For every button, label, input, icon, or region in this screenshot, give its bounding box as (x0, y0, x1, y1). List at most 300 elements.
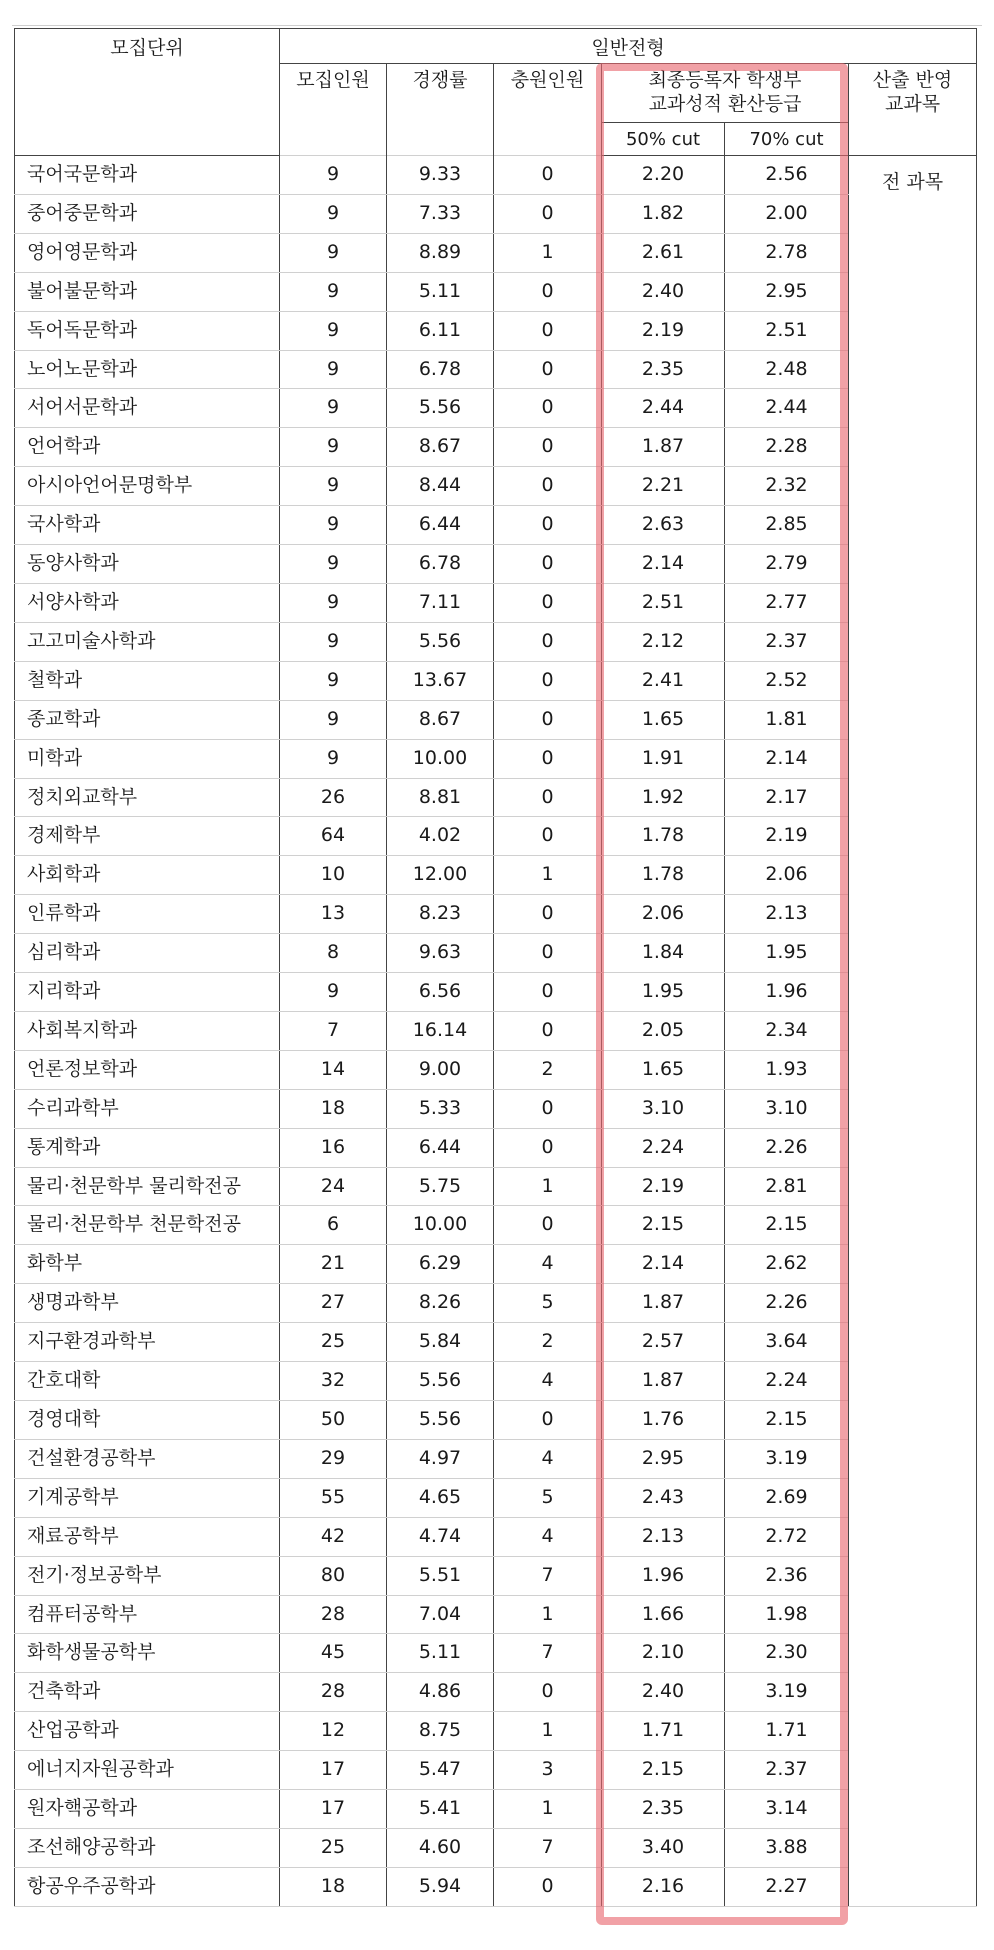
header-cut50: 50% cut (602, 123, 725, 156)
cell-extra: 0 (494, 272, 602, 311)
cell-cut70: 2.81 (725, 1167, 849, 1206)
cell-cut70: 1.96 (725, 973, 849, 1012)
table-row (15, 1790, 977, 1829)
cell-cut70: 2.26 (725, 1284, 849, 1323)
table-row (15, 1284, 977, 1323)
cell-cut50: 2.40 (602, 1673, 725, 1712)
cell-cut70: 2.00 (725, 194, 849, 233)
cell-quota: 9 (280, 622, 387, 661)
cell-unit: 지리학과 (15, 973, 280, 1012)
cell-cut50: 2.63 (602, 506, 725, 545)
cell-ratio: 5.56 (387, 1401, 494, 1440)
cell-cut70: 2.13 (725, 895, 849, 934)
cell-quota: 9 (280, 311, 387, 350)
header-grade-line2: 교과성적 환산등급 (648, 93, 802, 115)
header-note (849, 64, 977, 156)
cell-cut70: 2.79 (725, 545, 849, 584)
cell-ratio: 16.14 (387, 1011, 494, 1050)
cell-cut50: 2.61 (602, 233, 725, 272)
cell-extra: 1 (494, 856, 602, 895)
cell-quota: 9 (280, 661, 387, 700)
cell-cut70: 2.77 (725, 583, 849, 622)
table-row (15, 194, 977, 233)
header-row-1 (15, 29, 977, 64)
cell-quota: 25 (280, 1323, 387, 1362)
cell-ratio: 4.97 (387, 1439, 494, 1478)
table-row (15, 156, 977, 195)
table-row (15, 1245, 977, 1284)
header-extra: 충원인원 (494, 64, 602, 156)
cell-cut50: 1.91 (602, 739, 725, 778)
cell-cut50: 1.87 (602, 1362, 725, 1401)
table-row (15, 1401, 977, 1440)
table-row (15, 1089, 977, 1128)
cell-cut50: 2.40 (602, 272, 725, 311)
cell-extra: 0 (494, 428, 602, 467)
cell-cut70: 2.72 (725, 1517, 849, 1556)
cell-extra: 0 (494, 622, 602, 661)
cell-ratio: 5.11 (387, 1634, 494, 1673)
cell-unit: 화학부 (15, 1245, 280, 1284)
table-row (15, 1751, 977, 1790)
cell-quota: 28 (280, 1673, 387, 1712)
cell-quota: 10 (280, 856, 387, 895)
table-row (15, 856, 977, 895)
cell-extra: 3 (494, 1751, 602, 1790)
cell-extra: 1 (494, 1595, 602, 1634)
cell-unit: 물리·천문학부 천문학전공 (15, 1206, 280, 1245)
cell-cut50: 2.24 (602, 1128, 725, 1167)
cell-cut70: 2.34 (725, 1011, 849, 1050)
cell-cut50: 2.19 (602, 311, 725, 350)
header-grade (602, 64, 849, 123)
cell-quota: 8 (280, 934, 387, 973)
cell-ratio: 5.51 (387, 1556, 494, 1595)
cell-cut70: 2.36 (725, 1556, 849, 1595)
cell-unit: 사회학과 (15, 856, 280, 895)
cell-unit: 인류학과 (15, 895, 280, 934)
cell-quota: 12 (280, 1712, 387, 1751)
cell-cut50: 2.51 (602, 583, 725, 622)
cell-unit: 사회복지학과 (15, 1011, 280, 1050)
table-row (15, 973, 977, 1012)
cell-unit: 경제학부 (15, 817, 280, 856)
cell-ratio: 10.00 (387, 1206, 494, 1245)
cell-unit: 심리학과 (15, 934, 280, 973)
cell-ratio: 5.56 (387, 1362, 494, 1401)
table-row (15, 661, 977, 700)
cell-quota: 27 (280, 1284, 387, 1323)
cell-unit: 생명과학부 (15, 1284, 280, 1323)
cell-cut50: 2.13 (602, 1517, 725, 1556)
table-row (15, 1478, 977, 1517)
cell-quota: 9 (280, 583, 387, 622)
cell-cut50: 2.19 (602, 1167, 725, 1206)
cell-cut50: 1.66 (602, 1595, 725, 1634)
cell-cut50: 1.96 (602, 1556, 725, 1595)
cell-quota: 80 (280, 1556, 387, 1595)
table-row (15, 389, 977, 428)
cell-note: 전 과목 (849, 156, 977, 1907)
cell-cut70: 2.15 (725, 1206, 849, 1245)
cell-quota: 28 (280, 1595, 387, 1634)
cell-cut70: 2.32 (725, 467, 849, 506)
table-row (15, 1595, 977, 1634)
cell-cut50: 1.78 (602, 856, 725, 895)
cell-quota: 24 (280, 1167, 387, 1206)
cell-unit: 재료공학부 (15, 1517, 280, 1556)
header-grade-line1: 최종등록자 학생부 (648, 69, 802, 91)
table-row (15, 1712, 977, 1751)
header-cut70: 70% cut (725, 123, 849, 156)
cell-cut70: 2.62 (725, 1245, 849, 1284)
cell-extra: 0 (494, 1011, 602, 1050)
cell-unit: 산업공학과 (15, 1712, 280, 1751)
cell-cut70: 2.24 (725, 1362, 849, 1401)
table-row (15, 1556, 977, 1595)
cell-quota: 9 (280, 739, 387, 778)
cell-cut70: 2.37 (725, 1751, 849, 1790)
cell-ratio: 9.63 (387, 934, 494, 973)
cell-ratio: 4.60 (387, 1828, 494, 1867)
cell-quota: 9 (280, 973, 387, 1012)
cell-ratio: 8.44 (387, 467, 494, 506)
cell-cut70: 2.52 (725, 661, 849, 700)
cell-extra: 2 (494, 1050, 602, 1089)
cell-unit: 건설환경공학부 (15, 1439, 280, 1478)
cell-extra: 1 (494, 1167, 602, 1206)
cell-quota: 45 (280, 1634, 387, 1673)
cell-extra: 0 (494, 1673, 602, 1712)
cell-cut70: 2.30 (725, 1634, 849, 1673)
cell-ratio: 5.56 (387, 622, 494, 661)
cell-extra: 0 (494, 1089, 602, 1128)
cell-unit: 조선해양공학과 (15, 1828, 280, 1867)
cell-cut70: 2.27 (725, 1867, 849, 1906)
cell-unit: 동양사학과 (15, 545, 280, 584)
cell-unit: 수리과학부 (15, 1089, 280, 1128)
table-row (15, 428, 977, 467)
cell-ratio: 8.81 (387, 778, 494, 817)
cell-extra: 7 (494, 1556, 602, 1595)
cell-unit: 종교학과 (15, 700, 280, 739)
table-row (15, 506, 977, 545)
table-row (15, 895, 977, 934)
cell-quota: 9 (280, 506, 387, 545)
cell-quota: 9 (280, 272, 387, 311)
cell-extra: 4 (494, 1245, 602, 1284)
header-competition: 경쟁률 (387, 64, 494, 156)
cell-quota: 42 (280, 1517, 387, 1556)
cell-unit: 물리·천문학부 물리학전공 (15, 1167, 280, 1206)
cell-unit: 언어학과 (15, 428, 280, 467)
cell-extra: 1 (494, 1790, 602, 1829)
cell-unit: 언론정보학과 (15, 1050, 280, 1089)
cell-extra: 2 (494, 1323, 602, 1362)
cell-unit: 서양사학과 (15, 583, 280, 622)
cell-cut50: 2.15 (602, 1206, 725, 1245)
cell-unit: 국어국문학과 (15, 156, 280, 195)
admissions-table (14, 28, 977, 1907)
cell-ratio: 5.41 (387, 1790, 494, 1829)
cell-unit: 철학과 (15, 661, 280, 700)
cell-cut50: 2.10 (602, 1634, 725, 1673)
cell-unit: 전기·정보공학부 (15, 1556, 280, 1595)
cell-ratio: 6.56 (387, 973, 494, 1012)
cell-cut70: 1.98 (725, 1595, 849, 1634)
cell-cut70: 2.48 (725, 350, 849, 389)
cell-quota: 64 (280, 817, 387, 856)
cell-extra: 0 (494, 506, 602, 545)
table-row (15, 739, 977, 778)
cell-ratio: 8.26 (387, 1284, 494, 1323)
table-row (15, 272, 977, 311)
table-row (15, 1673, 977, 1712)
cell-cut70: 3.64 (725, 1323, 849, 1362)
cell-extra: 1 (494, 233, 602, 272)
cell-cut70: 1.95 (725, 934, 849, 973)
top-rule (12, 25, 982, 26)
cell-cut70: 3.88 (725, 1828, 849, 1867)
cell-ratio: 5.94 (387, 1867, 494, 1906)
cell-extra: 1 (494, 1712, 602, 1751)
cell-ratio: 6.78 (387, 545, 494, 584)
cell-extra: 0 (494, 583, 602, 622)
cell-unit: 서어서문학과 (15, 389, 280, 428)
cell-unit: 불어불문학과 (15, 272, 280, 311)
cell-ratio: 13.67 (387, 661, 494, 700)
cell-cut70: 2.19 (725, 817, 849, 856)
cell-extra: 7 (494, 1634, 602, 1673)
table-row (15, 1050, 977, 1089)
cell-unit: 아시아언어문명학부 (15, 467, 280, 506)
cell-ratio: 9.00 (387, 1050, 494, 1089)
cell-cut70: 2.56 (725, 156, 849, 195)
cell-cut70: 2.51 (725, 311, 849, 350)
cell-cut50: 3.10 (602, 1089, 725, 1128)
cell-ratio: 8.67 (387, 428, 494, 467)
cell-cut50: 2.41 (602, 661, 725, 700)
cell-cut50: 2.44 (602, 389, 725, 428)
cell-cut70: 2.78 (725, 233, 849, 272)
cell-cut70: 2.69 (725, 1478, 849, 1517)
cell-ratio: 8.23 (387, 895, 494, 934)
cell-quota: 25 (280, 1828, 387, 1867)
table-body (15, 156, 977, 1907)
cell-cut70: 1.71 (725, 1712, 849, 1751)
cell-cut50: 1.71 (602, 1712, 725, 1751)
cell-quota: 9 (280, 389, 387, 428)
cell-extra: 4 (494, 1517, 602, 1556)
cell-ratio: 6.78 (387, 350, 494, 389)
cell-cut50: 3.40 (602, 1828, 725, 1867)
cell-cut70: 2.06 (725, 856, 849, 895)
cell-cut50: 1.84 (602, 934, 725, 973)
table-row (15, 1517, 977, 1556)
cell-unit: 건축학과 (15, 1673, 280, 1712)
cell-extra: 0 (494, 895, 602, 934)
cell-extra: 0 (494, 156, 602, 195)
cell-extra: 0 (494, 778, 602, 817)
table-row (15, 350, 977, 389)
cell-cut50: 1.95 (602, 973, 725, 1012)
table-row (15, 1867, 977, 1906)
cell-quota: 26 (280, 778, 387, 817)
cell-extra: 0 (494, 1206, 602, 1245)
header-note-line2: 교과목 (885, 93, 941, 115)
cell-cut70: 2.14 (725, 739, 849, 778)
cell-extra: 0 (494, 973, 602, 1012)
cell-ratio: 7.11 (387, 583, 494, 622)
cell-unit: 정치외교학부 (15, 778, 280, 817)
cell-ratio: 10.00 (387, 739, 494, 778)
cell-unit: 간호대학 (15, 1362, 280, 1401)
cell-quota: 17 (280, 1790, 387, 1829)
cell-ratio: 6.44 (387, 1128, 494, 1167)
cell-ratio: 9.33 (387, 156, 494, 195)
table-row (15, 1439, 977, 1478)
cell-quota: 32 (280, 1362, 387, 1401)
cell-cut50: 2.05 (602, 1011, 725, 1050)
table-row (15, 1323, 977, 1362)
table-row (15, 311, 977, 350)
cell-unit: 경영대학 (15, 1401, 280, 1440)
cell-quota: 9 (280, 428, 387, 467)
cell-cut70: 2.17 (725, 778, 849, 817)
cell-quota: 9 (280, 156, 387, 195)
cell-cut50: 1.76 (602, 1401, 725, 1440)
cell-cut70: 2.44 (725, 389, 849, 428)
cell-ratio: 4.74 (387, 1517, 494, 1556)
cell-ratio: 4.02 (387, 817, 494, 856)
cell-ratio: 8.89 (387, 233, 494, 272)
cell-cut50: 2.95 (602, 1439, 725, 1478)
cell-unit: 통계학과 (15, 1128, 280, 1167)
table-row (15, 1011, 977, 1050)
cell-quota: 13 (280, 895, 387, 934)
cell-cut50: 2.14 (602, 1245, 725, 1284)
cell-cut70: 2.26 (725, 1128, 849, 1167)
cell-unit: 지구환경과학부 (15, 1323, 280, 1362)
table-row (15, 545, 977, 584)
table-row (15, 1634, 977, 1673)
cell-cut70: 2.95 (725, 272, 849, 311)
cell-unit: 컴퓨터공학부 (15, 1595, 280, 1634)
cell-quota: 29 (280, 1439, 387, 1478)
cell-quota: 7 (280, 1011, 387, 1050)
cell-extra: 0 (494, 817, 602, 856)
cell-quota: 18 (280, 1089, 387, 1128)
cell-extra: 4 (494, 1362, 602, 1401)
cell-quota: 6 (280, 1206, 387, 1245)
cell-quota: 9 (280, 350, 387, 389)
table-row (15, 622, 977, 661)
table-row (15, 1167, 977, 1206)
cell-ratio: 6.44 (387, 506, 494, 545)
cell-extra: 0 (494, 311, 602, 350)
cell-cut50: 2.20 (602, 156, 725, 195)
cell-extra: 4 (494, 1439, 602, 1478)
cell-ratio: 5.33 (387, 1089, 494, 1128)
header-note-line1: 산출 반영 (872, 69, 953, 91)
cell-unit: 영어영문학과 (15, 233, 280, 272)
cell-quota: 17 (280, 1751, 387, 1790)
cell-quota: 9 (280, 233, 387, 272)
cell-ratio: 4.86 (387, 1673, 494, 1712)
cell-unit: 국사학과 (15, 506, 280, 545)
cell-unit: 기계공학부 (15, 1478, 280, 1517)
table-row (15, 1828, 977, 1867)
cell-cut50: 2.16 (602, 1867, 725, 1906)
cell-cut50: 1.87 (602, 428, 725, 467)
cell-cut50: 2.14 (602, 545, 725, 584)
cell-extra: 0 (494, 1401, 602, 1440)
cell-cut50: 1.87 (602, 1284, 725, 1323)
header-unit: 모집단위 (15, 29, 280, 156)
cell-cut50: 1.65 (602, 1050, 725, 1089)
cell-cut50: 2.06 (602, 895, 725, 934)
cell-extra: 7 (494, 1828, 602, 1867)
cell-cut50: 2.35 (602, 1790, 725, 1829)
cell-extra: 0 (494, 350, 602, 389)
cell-quota: 9 (280, 545, 387, 584)
cell-cut70: 2.28 (725, 428, 849, 467)
cell-extra: 0 (494, 700, 602, 739)
cell-unit: 중어중문학과 (15, 194, 280, 233)
cell-quota: 14 (280, 1050, 387, 1089)
cell-ratio: 8.75 (387, 1712, 494, 1751)
cell-unit: 항공우주공학과 (15, 1867, 280, 1906)
cell-quota: 55 (280, 1478, 387, 1517)
header-quota: 모집인원 (280, 64, 387, 156)
cell-extra: 0 (494, 1867, 602, 1906)
cell-ratio: 7.33 (387, 194, 494, 233)
cell-quota: 9 (280, 467, 387, 506)
cell-quota: 16 (280, 1128, 387, 1167)
cell-cut50: 1.82 (602, 194, 725, 233)
cell-cut70: 2.37 (725, 622, 849, 661)
table-row (15, 1128, 977, 1167)
cell-cut50: 1.92 (602, 778, 725, 817)
cell-cut50: 1.65 (602, 700, 725, 739)
cell-quota: 21 (280, 1245, 387, 1284)
table-row (15, 817, 977, 856)
cell-extra: 0 (494, 194, 602, 233)
cell-unit: 독어독문학과 (15, 311, 280, 350)
cell-cut50: 2.35 (602, 350, 725, 389)
cell-cut50: 1.78 (602, 817, 725, 856)
cell-extra: 5 (494, 1284, 602, 1323)
cell-cut70: 2.15 (725, 1401, 849, 1440)
cell-cut70: 2.85 (725, 506, 849, 545)
cell-quota: 18 (280, 1867, 387, 1906)
cell-ratio: 6.11 (387, 311, 494, 350)
cell-cut70: 3.14 (725, 1790, 849, 1829)
cell-extra: 0 (494, 661, 602, 700)
cell-cut50: 2.15 (602, 1751, 725, 1790)
cell-cut50: 2.43 (602, 1478, 725, 1517)
cell-cut50: 2.21 (602, 467, 725, 506)
cell-ratio: 7.04 (387, 1595, 494, 1634)
header-group: 일반전형 (280, 29, 977, 64)
cell-ratio: 5.47 (387, 1751, 494, 1790)
cell-extra: 0 (494, 545, 602, 584)
cell-cut70: 3.19 (725, 1673, 849, 1712)
cell-ratio: 5.75 (387, 1167, 494, 1206)
cell-extra: 0 (494, 1128, 602, 1167)
cell-unit: 화학생물공학부 (15, 1634, 280, 1673)
cell-unit: 에너지자원공학과 (15, 1751, 280, 1790)
